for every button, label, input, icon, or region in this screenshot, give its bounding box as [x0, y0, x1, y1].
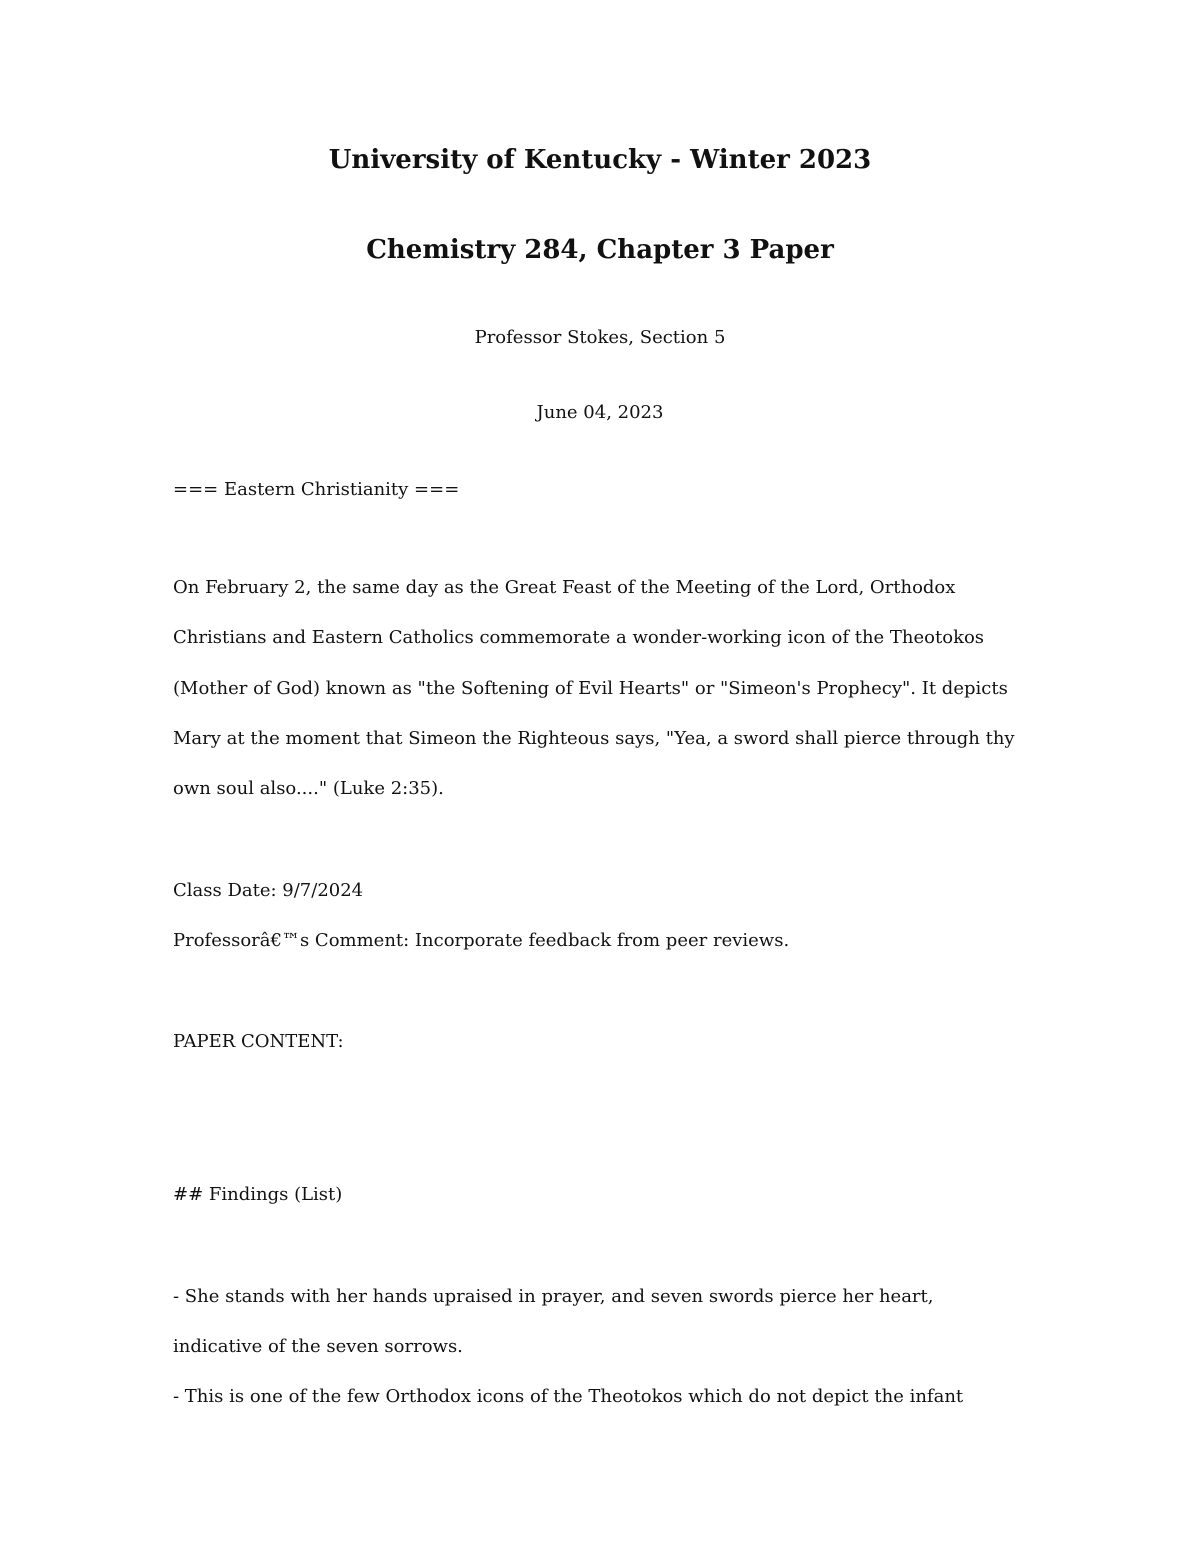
paragraph-line: Mary at the moment that Simeon the Righteous says, "Yea, a sword shall pierce through thy	[173, 728, 1015, 749]
university-title: University of Kentucky - Winter 2023	[328, 145, 872, 175]
class-date: Class Date: 9/7/2024	[173, 880, 364, 901]
finding-line: - She stands with her hands upraised in prayer, and seven swords pierce her heart,	[173, 1286, 934, 1307]
finding-line: indicative of the seven sorrows.	[173, 1336, 463, 1357]
date-line: June 04, 2023	[536, 402, 664, 423]
professor-comment: Professorâ€™s Comment: Incorporate feedback from peer reviews.	[173, 930, 790, 951]
course-title: Chemistry 284, Chapter 3 Paper	[366, 235, 834, 265]
section-heading: === Eastern Christianity ===	[173, 479, 460, 500]
paragraph-line: On February 2, the same day as the Great Feast of the Meeting of the Lord, Orthodox	[173, 577, 956, 598]
findings-heading: ## Findings (List)	[173, 1184, 343, 1205]
professor-line: Professor Stokes, Section 5	[474, 327, 726, 348]
paragraph-line: own soul also...." (Luke 2:35).	[173, 778, 444, 799]
paragraph-line: (Mother of God) known as "the Softening of Evil Hearts" or "Simeon's Prophecy". It depicts	[173, 678, 1008, 699]
paragraph-line: Christians and Eastern Catholics commemorate a wonder-working icon of the Theotokos	[173, 627, 985, 648]
finding-line: - This is one of the few Orthodox icons of the Theotokos which do not depict the infant	[173, 1386, 964, 1407]
paper-content-label: PAPER CONTENT:	[173, 1031, 344, 1052]
